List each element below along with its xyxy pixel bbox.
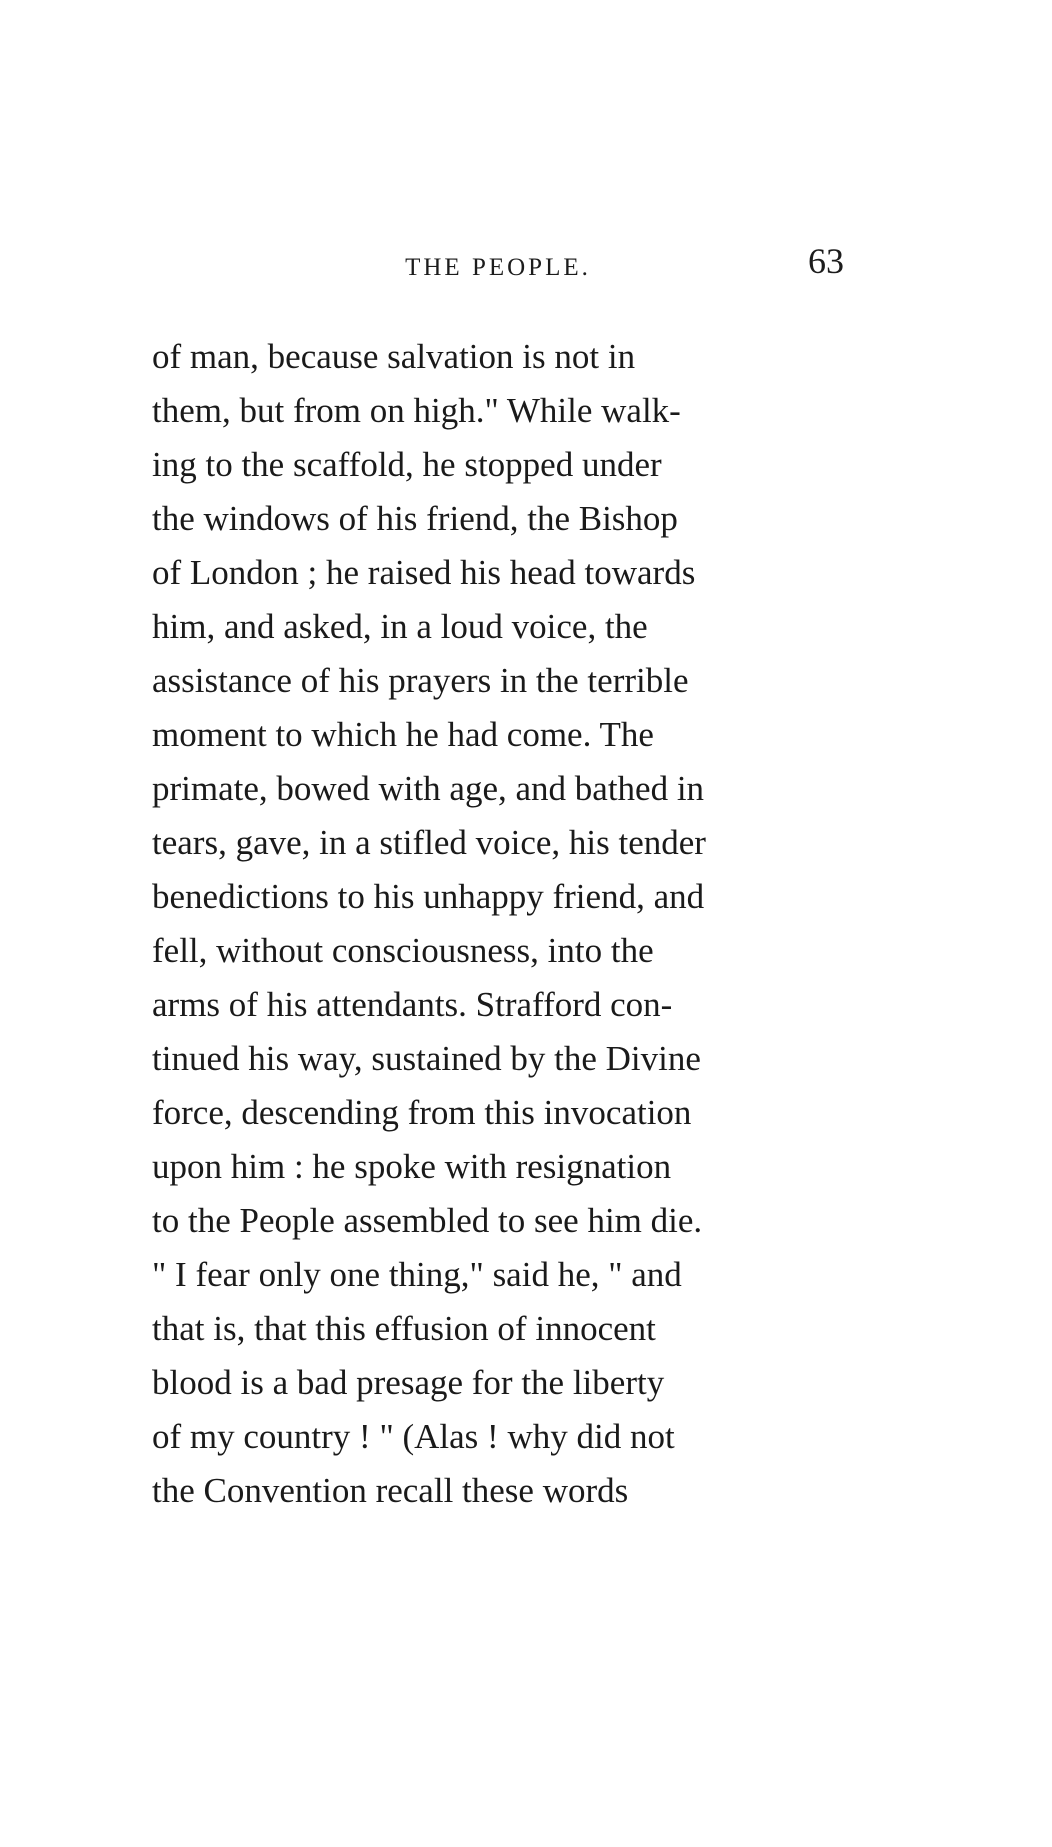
text-line: force, descending from this invocation [152,1093,692,1132]
text-line: him, and asked, in a loud voice, the [152,607,648,646]
running-head [152,232,844,292]
text-line: ing to the scaffold, he stopped under [152,445,662,484]
text-line: that is, that this effusion of innocent [152,1309,656,1348]
text-line: arms of his attendants. Strafford con- [152,985,673,1024]
text-line: tears, gave, in a stifled voice, his tender [152,823,706,862]
page-number: 63 [808,241,844,281]
body-text [152,330,844,1518]
text-line: benedictions to his unhappy friend, and [152,877,705,916]
text-line: moment to which he had come. The [152,715,654,754]
text-line: " I fear only one thing," said he, " and [152,1255,682,1294]
text-line: blood is a bad presage for the liberty [152,1363,665,1402]
text-line: upon him : he spoke with resignation [152,1147,672,1186]
text-line: tinued his way, sustained by the Divine [152,1039,701,1078]
text-line: primate, bowed with age, and bathed in [152,769,705,808]
text-line: fell, without consciousness, into the [152,931,654,970]
running-title: THE PEOPLE. [405,254,591,281]
text-line: of man, because salvation is not in [152,337,636,376]
text-line: the windows of his friend, the Bishop [152,499,678,538]
text-line: of London ; he raised his head towards [152,553,696,592]
text-line: of my country ! " (Alas ! why did not [152,1417,675,1456]
text-line: to the People assembled to see him die. [152,1201,703,1240]
text-line: the Convention recall these words [152,1471,629,1510]
text-line: them, but from on high." While walk- [152,391,681,430]
text-line: assistance of his prayers in the terrible [152,661,689,700]
